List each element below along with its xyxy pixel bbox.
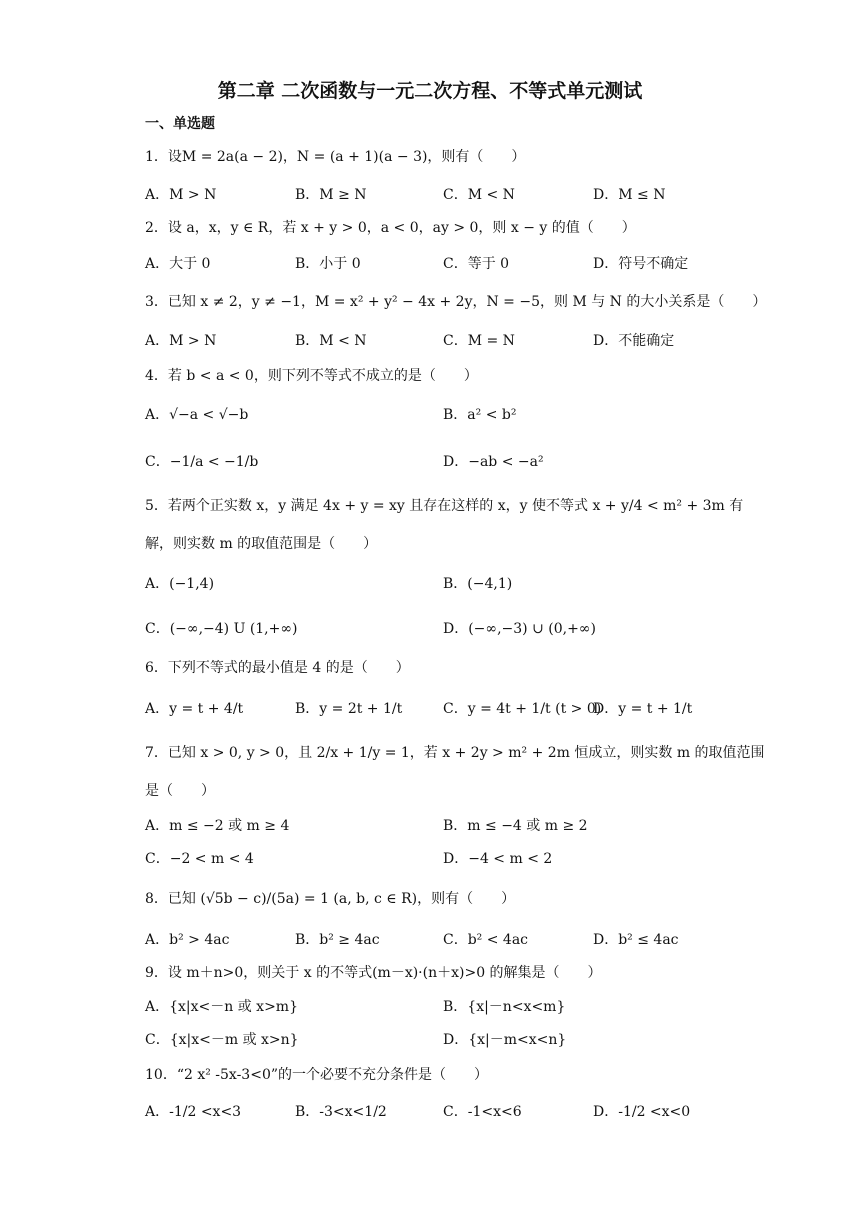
- q4-option-d[interactable]: D．−ab < −a²: [443, 454, 544, 470]
- q5-option-d[interactable]: D．(−∞,−3) ∪ (0,+∞): [443, 621, 596, 637]
- q8-option-d[interactable]: D．b² ≤ 4ac: [593, 932, 679, 948]
- q2-option-b[interactable]: B．小于 0: [295, 256, 361, 272]
- q9-option-d[interactable]: D．{x|－m<x<n}: [443, 1032, 567, 1048]
- q8-option-c[interactable]: C．b² < 4ac: [443, 932, 529, 948]
- q10-option-b[interactable]: B．-3<x<1/2: [295, 1104, 387, 1120]
- q1-option-d[interactable]: D．M ≤ N: [593, 187, 666, 203]
- q7-option-d[interactable]: D．−4 < m < 2: [443, 851, 553, 867]
- q8-option-a[interactable]: A．b² > 4ac: [145, 932, 230, 948]
- q5-option-b[interactable]: B．(−4,1): [443, 576, 513, 592]
- q10-option-a[interactable]: A．-1/2 <x<3: [145, 1104, 242, 1120]
- q7-option-c[interactable]: C．−2 < m < 4: [145, 851, 254, 867]
- q1-option-a[interactable]: A．M > N: [145, 187, 217, 203]
- q3-option-a[interactable]: A．M > N: [145, 333, 217, 349]
- q1-option-b[interactable]: B．M ≥ N: [295, 187, 367, 203]
- question-5-stem-cont: 解，则实数 m 的取值范围是（ ）: [145, 536, 378, 552]
- question-10-stem: 10．“2 x² -5x-3<0”的一个必要不充分条件是（ ）: [145, 1067, 489, 1083]
- question-4-stem: 4．若 b < a < 0，则下列不等式不成立的是（ ）: [145, 368, 478, 384]
- page-title: 第二章 二次函数与一元二次方程、不等式单元测试: [217, 80, 643, 102]
- q5-option-c[interactable]: C．(−∞,−4) U (1,+∞): [145, 621, 298, 637]
- question-6-stem: 6．下列不等式的最小值是 4 的是（ ）: [145, 660, 410, 676]
- question-9-stem: 9．设 m＋n>0，则关于 x 的不等式(m－x)·(n＋x)>0 的解集是（ ）: [145, 965, 602, 981]
- q10-option-d[interactable]: D．-1/2 <x<0: [593, 1104, 691, 1120]
- question-3-stem: 3．已知 x ≠ 2，y ≠ −1，M = x² + y² − 4x + 2y，N = −5，则 M 与 N 的大小关系是（ ）: [145, 294, 767, 310]
- q1-option-c[interactable]: C．M < N: [443, 187, 515, 203]
- section-heading: 一、单选题: [145, 116, 215, 132]
- q6-option-a[interactable]: A．y = t + 4/t: [145, 701, 244, 717]
- q4-option-a[interactable]: A．√−a < √−b: [145, 407, 249, 423]
- question-7-stem-cont: 是（ ）: [145, 783, 215, 799]
- q10-option-c[interactable]: C．-1<x<6: [443, 1104, 522, 1120]
- q2-option-a[interactable]: A．大于 0: [145, 256, 211, 272]
- q9-option-c[interactable]: C．{x|x<－m 或 x>n}: [145, 1032, 299, 1048]
- q5-option-a[interactable]: A．(−1,4): [145, 576, 215, 592]
- q6-option-c[interactable]: C．y = 4t + 1/t (t > 0): [443, 701, 602, 717]
- q3-option-c[interactable]: C．M = N: [443, 333, 515, 349]
- question-7-stem: 7．已知 x > 0, y > 0，且 2/x + 1/y = 1，若 x + 2y > m² + 2m 恒成立，则实数 m 的取值范围: [145, 745, 765, 761]
- q3-option-b[interactable]: B．M < N: [295, 333, 367, 349]
- q2-option-c[interactable]: C．等于 0: [443, 256, 510, 272]
- q4-option-b[interactable]: B．a² < b²: [443, 407, 517, 423]
- q9-option-b[interactable]: B．{x|－n<x<m}: [443, 999, 566, 1015]
- q6-option-d[interactable]: D．y = t + 1/t: [593, 701, 693, 717]
- question-8-stem: 8．已知 (√5b − c)/(5a) = 1 (a, b, c ∈ R)，则有（ ）: [145, 891, 516, 907]
- q4-option-c[interactable]: C．−1/a < −1/b: [145, 454, 259, 470]
- q9-option-a[interactable]: A．{x|x<－n 或 x>m}: [145, 999, 298, 1015]
- q3-option-d[interactable]: D．不能确定: [593, 333, 675, 349]
- q6-option-b[interactable]: B．y = 2t + 1/t: [295, 701, 403, 717]
- q2-option-d[interactable]: D．符号不确定: [593, 256, 689, 272]
- question-2-stem: 2．设 a，x，y ∈ R，若 x + y > 0，a < 0，ay > 0，则 x − y 的值（ ）: [145, 220, 636, 236]
- q7-option-a[interactable]: A．m ≤ −2 或 m ≥ 4: [145, 818, 290, 834]
- question-1-stem: 1．设M = 2a(a − 2)，N = (a + 1)(a − 3)，则有（ ）: [145, 149, 526, 165]
- q8-option-b[interactable]: B．b² ≥ 4ac: [295, 932, 380, 948]
- question-5-stem: 5．若两个正实数 x，y 满足 4x + y = xy 且存在这样的 x，y 使不等式 x + y/4 < m² + 3m 有: [145, 498, 744, 514]
- q7-option-b[interactable]: B．m ≤ −4 或 m ≥ 2: [443, 818, 588, 834]
